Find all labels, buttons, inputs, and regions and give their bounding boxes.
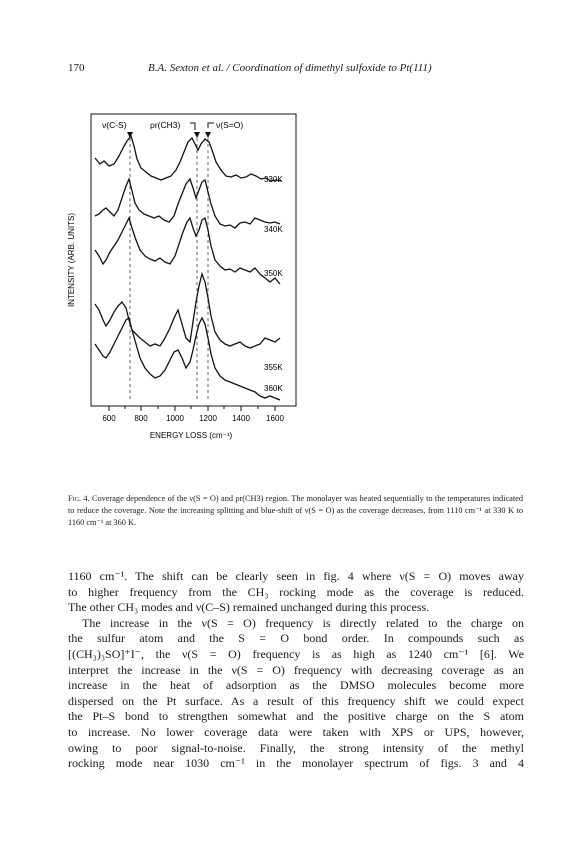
caption-label: Fig. 4. xyxy=(68,494,90,503)
body-line-5: the sulfur atom and the S = O bond order. In compounds such as xyxy=(68,631,524,646)
body-text xyxy=(68,569,524,772)
page-number: 170 xyxy=(68,62,85,74)
figure-caption xyxy=(68,493,523,529)
spectrum-350k xyxy=(95,218,280,284)
peak-label-rho-ch3: ρr(CH3) xyxy=(150,120,181,130)
peak-label-vcs: ν(C-S) xyxy=(102,120,127,130)
x-tick-label-800: 800 xyxy=(134,414,148,423)
body-line-8: increase in the heat of adsorption as the DMSO molecules become more xyxy=(68,678,524,693)
x-axis-label: ENERGY LOSS (cm⁻¹) xyxy=(149,431,233,440)
x-tick-label-1400: 1400 xyxy=(232,414,250,423)
running-title: B.A. Sexton et al. / Coordination of dimethyl sulfoxide to Pt(111) xyxy=(148,62,432,74)
spectrum-360k xyxy=(95,318,280,400)
body-line-13: rocking mode near 1030 cm⁻¹ in the monolayer spectrum of figs. 3 and 4 xyxy=(68,756,524,771)
trace-label-340k: 340K xyxy=(264,225,283,234)
x-tick-label-1200: 1200 xyxy=(199,414,217,423)
x-axis-ticks xyxy=(109,406,275,411)
eels-spectra-figure xyxy=(58,106,538,486)
body-line-2: to higher frequency from the CH₃ rocking mode as the coverage is reduced. xyxy=(68,584,524,599)
trace-label-360k: 360K xyxy=(264,384,283,393)
spectrum-330k xyxy=(95,136,281,181)
x-tick-label-1600: 1600 xyxy=(266,414,284,423)
body-line-6: [(CH₃)₃SO]⁺I⁻, the ν(S = O) frequency is as high as 1240 cm⁻¹ [6]. We xyxy=(68,646,524,661)
peak-label-vso: ν(S=O) xyxy=(216,120,244,130)
x-tick-label-600: 600 xyxy=(102,414,116,423)
body-line-3: The other CH₃ modes and ν(C–S) remained unchanged during this process. xyxy=(68,600,430,615)
body-line-9: dispersed on the Pt surface. As a result of this frequency shift we could expect xyxy=(68,693,524,708)
body-line-12: owing to poor signal-to-noise. Finally, the strong intensity of the methyl xyxy=(68,740,524,755)
arrow-rho xyxy=(194,132,200,138)
spectrum-355k xyxy=(95,274,280,348)
body-line-4: The increase in the ν(S = O) frequency is directly related to the charge on xyxy=(82,615,524,630)
arrow-vso xyxy=(205,132,211,138)
body-line-7: interpret the increase in the ν(S = O) frequency with decreasing coverage as an xyxy=(68,662,524,677)
caption-text: Coverage dependence of the ν(S = O) and ρr(CH3) region. The monolayer was heated sequentially to the temperatures indicated to reduce the coverage. Note the increasing splitting and blue-shift of ν(S = O) as the coverage decreases, from 1110 cm⁻¹ at 330 K to 1160 cm⁻¹ at 360 K. xyxy=(68,494,523,527)
trace-label-355k: 355K xyxy=(264,363,283,372)
trace-label-330k: 330K xyxy=(264,175,283,184)
trace-label-350k: 350K xyxy=(264,269,283,278)
body-line-11: to increase. No lower coverage data were taken with XPS or UPS, however, xyxy=(68,724,524,739)
peak-bracket xyxy=(190,123,214,130)
y-axis-label: INTENSITY (ARB. UNITS) xyxy=(67,212,76,308)
body-line-10: the Pt–S bond to strengthen somewhat and the positive charge on the S atom xyxy=(68,709,524,724)
body-line-1: 1160 cm⁻¹. The shift can be clearly seen in fig. 4 where ν(S = O) moves away xyxy=(68,569,524,583)
x-tick-label-1000: 1000 xyxy=(166,414,184,423)
